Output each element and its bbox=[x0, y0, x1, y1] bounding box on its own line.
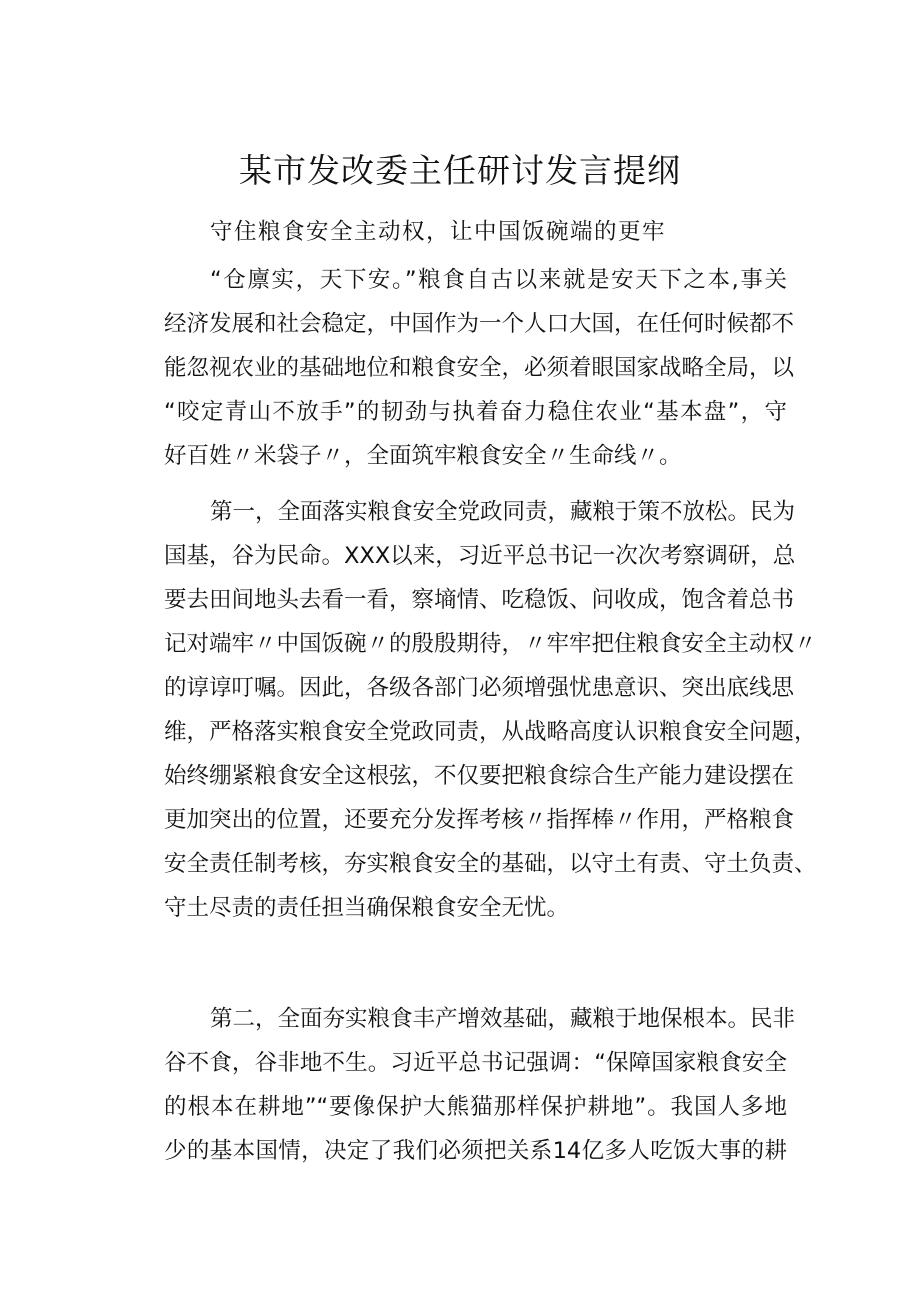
paragraph-line: 经济发展和社会稳定，中国作为一个人口大国，在任何时候都不 bbox=[164, 311, 795, 337]
paragraph-line: 守土尽责的责任担当确保粮食安全无忧。 bbox=[164, 895, 570, 921]
subtitle: 守住粮食安全主动权，让中国饭碗端的更牢 bbox=[210, 219, 667, 245]
paragraph-line: 能忽视农业的基础地位和粮食安全，必须着眼国家战略全局，以 bbox=[164, 355, 795, 381]
paragraph-line: 少的基本国情，决定了我们必须把关系14亿多人吃饭大事的耕 bbox=[164, 1138, 787, 1164]
paragraph-line: 维，严格落实粮食安全党政同责，从战略高度认识粮食安全问题， bbox=[164, 719, 817, 745]
paragraph-line: 要去田间地头去看一看，察墒情、吃稳饭、问收成，饱含着总书 bbox=[164, 587, 795, 613]
paragraph-line: 谷不食，谷非地不生。习近平总书记强调：“保障国家粮食安全 bbox=[164, 1050, 787, 1076]
paragraph-line: 的根本在耕地”“要像保护大熊猫那样保护耕地”。我国人多地 bbox=[164, 1094, 787, 1120]
paragraph-line: 安全责任制考核，夯实粮食安全的基础，以守土有责、守土负责、 bbox=[164, 851, 817, 877]
document-title: 某市发改委主任研讨发言提纲 bbox=[239, 151, 681, 190]
paragraph-line: 的谆谆叮嘱。因此，各级各部门必须增强忧患意识、突出底线思 bbox=[164, 675, 795, 701]
paragraph-line: “咬定青山不放手”的韧劲与执着奋力稳住农业“基本盘”，守 bbox=[164, 399, 787, 425]
paragraph-line: 记对端牢〃中国饭碗〃的殷殷期待，〃牢牢把住粮食安全主动权〃 bbox=[164, 631, 817, 657]
paragraph-line: 更加突出的位置，还要充分发挥考核〃指挥棒〃作用，严格粮食 bbox=[164, 807, 795, 833]
paragraph-line: 第二，全面夯实粮食丰产增效基础，藏粮于地保根本。民非 bbox=[210, 1006, 796, 1032]
paragraph-line: “仓廪实，天下安。”粮食自古以来就是安天下之本,事关 bbox=[210, 267, 787, 293]
paragraph-line: 第一，全面落实粮食安全党政同责，藏粮于策不放松。民为 bbox=[210, 499, 796, 525]
paragraph-line: 国基，谷为民命。XXX以来，习近平总书记一次次考察调研，总 bbox=[164, 543, 796, 569]
paragraph-line: 始终绷紧粮食安全这根弦，不仅要把粮食综合生产能力建设摆在 bbox=[164, 763, 795, 789]
paragraph-line: 好百姓〃米袋子〃，全面筑牢粮食安全〃生命线〃。 bbox=[164, 443, 682, 469]
